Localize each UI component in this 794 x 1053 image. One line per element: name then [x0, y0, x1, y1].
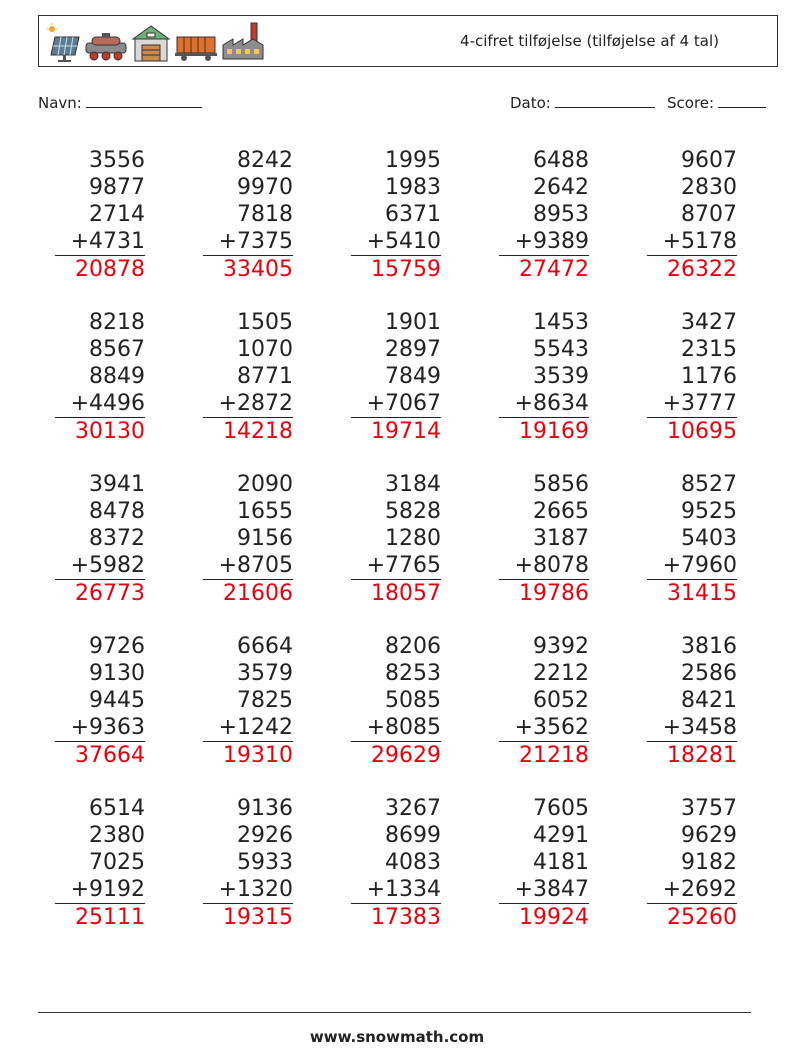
problem-addend: 9136 — [237, 796, 293, 821]
problem-addend-last: +7067 — [351, 390, 441, 418]
score-field[interactable] — [667, 93, 766, 112]
problem-addend-last: +1334 — [351, 876, 441, 904]
problem-addend: 3267 — [385, 796, 441, 821]
problem-addend: 8849 — [89, 364, 145, 389]
addition-problem — [203, 147, 293, 283]
problem-addend: 3556 — [89, 148, 145, 173]
problem-addend: 2315 — [681, 337, 737, 362]
addition-problem — [647, 309, 737, 445]
problem-addend: 8953 — [533, 202, 589, 227]
problem-answer: 30130 — [75, 419, 145, 444]
problem-addend: 2212 — [533, 661, 589, 686]
problem-answer: 19786 — [519, 581, 589, 606]
problem-addend: 6052 — [533, 688, 589, 713]
addition-problem — [351, 147, 441, 283]
name-blank[interactable] — [86, 93, 202, 108]
problem-answer: 26773 — [75, 581, 145, 606]
problem-answer: 21218 — [519, 743, 589, 768]
problem-addend: 9726 — [89, 634, 145, 659]
problem-addend: 5543 — [533, 337, 589, 362]
problem-addend: 1176 — [681, 364, 737, 389]
addition-problem — [55, 795, 145, 931]
addition-problem — [203, 471, 293, 607]
problem-answer: 19310 — [223, 743, 293, 768]
addition-problem — [499, 795, 589, 931]
problem-addend-last: +5982 — [55, 552, 145, 580]
problem-addend: 8372 — [89, 526, 145, 551]
score-label: Score: — [667, 94, 715, 112]
problem-addend: 8218 — [89, 310, 145, 335]
problem-addend: 5403 — [681, 526, 737, 551]
problem-answer: 17383 — [371, 905, 441, 930]
problem-answer: 29629 — [371, 743, 441, 768]
problem-answer: 25111 — [75, 905, 145, 930]
problem-addend: 3579 — [237, 661, 293, 686]
problem-addend: 1983 — [385, 175, 441, 200]
addition-problem — [55, 309, 145, 445]
problem-addend-last: +3562 — [499, 714, 589, 742]
problem-addend: 2714 — [89, 202, 145, 227]
problem-answer: 19315 — [223, 905, 293, 930]
tank-wagon-icon — [84, 23, 128, 63]
problem-addend: 8699 — [385, 823, 441, 848]
problem-addend: 8421 — [681, 688, 737, 713]
page-title: 4-cifret tilføjelse (tilføjelse af 4 tal) — [460, 32, 719, 50]
problem-addend: 1655 — [237, 499, 293, 524]
problem-addend: 9182 — [681, 850, 737, 875]
problem-addend: 7025 — [89, 850, 145, 875]
problem-answer: 14218 — [223, 419, 293, 444]
problem-answer: 19714 — [371, 419, 441, 444]
addition-problem — [499, 309, 589, 445]
problem-addend: 8771 — [237, 364, 293, 389]
problem-addend: 2090 — [237, 472, 293, 497]
problem-answer: 20878 — [75, 257, 145, 282]
problem-addend-last: +4496 — [55, 390, 145, 418]
problem-addend: 3187 — [533, 526, 589, 551]
problem-addend: 5933 — [237, 850, 293, 875]
problem-addend-last: +8634 — [499, 390, 589, 418]
addition-problem — [647, 471, 737, 607]
addition-problem — [55, 633, 145, 769]
addition-problem — [203, 795, 293, 931]
problem-addend: 2897 — [385, 337, 441, 362]
problem-addend-last: +8078 — [499, 552, 589, 580]
problem-addend-last: +2692 — [647, 876, 737, 904]
problem-addend-last: +5410 — [351, 228, 441, 256]
addition-problem — [351, 795, 441, 931]
addition-problem — [55, 471, 145, 607]
problem-addend-last: +2872 — [203, 390, 293, 418]
addition-problem — [351, 471, 441, 607]
header-icons — [47, 21, 265, 63]
addition-problem — [647, 147, 737, 283]
freight-wagon-icon — [174, 23, 218, 63]
problem-addend: 8206 — [385, 634, 441, 659]
problem-addend: 8253 — [385, 661, 441, 686]
problem-addend: 8707 — [681, 202, 737, 227]
addition-problem — [499, 471, 589, 607]
footer-site: www.snowmath.com — [309, 1028, 485, 1046]
problem-addend: 7825 — [237, 688, 293, 713]
worksheet-header — [38, 15, 778, 67]
problem-addend: 2586 — [681, 661, 737, 686]
addition-problem — [499, 147, 589, 283]
problem-addend: 9629 — [681, 823, 737, 848]
addition-problem — [351, 633, 441, 769]
name-field[interactable] — [38, 93, 202, 112]
problem-addend: 8478 — [89, 499, 145, 524]
problem-addend: 2665 — [533, 499, 589, 524]
problem-addend: 9445 — [89, 688, 145, 713]
problem-addend: 3427 — [681, 310, 737, 335]
problem-addend: 6488 — [533, 148, 589, 173]
problem-addend: 9130 — [89, 661, 145, 686]
problem-addend-last: +1320 — [203, 876, 293, 904]
date-label: Dato: — [510, 94, 551, 112]
problem-addend: 7849 — [385, 364, 441, 389]
problem-answer: 25260 — [667, 905, 737, 930]
problem-addend-last: +9363 — [55, 714, 145, 742]
problem-addend: 9525 — [681, 499, 737, 524]
problem-answer: 37664 — [75, 743, 145, 768]
problem-answer: 27472 — [519, 257, 589, 282]
problem-addend: 6664 — [237, 634, 293, 659]
problem-addend: 4181 — [533, 850, 589, 875]
problem-answer: 18057 — [371, 581, 441, 606]
problem-answer: 33405 — [223, 257, 293, 282]
problem-addend-last: +7960 — [647, 552, 737, 580]
problem-addend: 1505 — [237, 310, 293, 335]
problem-addend: 7818 — [237, 202, 293, 227]
problem-addend: 2642 — [533, 175, 589, 200]
addition-problem — [499, 633, 589, 769]
problem-addend: 3941 — [89, 472, 145, 497]
addition-problem — [647, 633, 737, 769]
problem-addend-last: +7765 — [351, 552, 441, 580]
problem-addend: 8242 — [237, 148, 293, 173]
problem-answer: 18281 — [667, 743, 737, 768]
problem-addend: 3184 — [385, 472, 441, 497]
problem-addend: 4083 — [385, 850, 441, 875]
date-blank[interactable] — [555, 93, 655, 108]
problem-addend-last: +3777 — [647, 390, 737, 418]
problem-answer: 21606 — [223, 581, 293, 606]
addition-problem — [55, 147, 145, 283]
problem-addend-last: +9389 — [499, 228, 589, 256]
addition-problem — [203, 633, 293, 769]
warehouse-icon — [131, 23, 171, 63]
problem-addend: 9392 — [533, 634, 589, 659]
problem-addend: 9970 — [237, 175, 293, 200]
problem-addend-last: +8085 — [351, 714, 441, 742]
problem-answer: 19924 — [519, 905, 589, 930]
addition-problem — [203, 309, 293, 445]
addition-problem — [351, 309, 441, 445]
problem-addend: 1453 — [533, 310, 589, 335]
date-field[interactable] — [510, 93, 655, 112]
problem-addend: 1280 — [385, 526, 441, 551]
solar-panel-icon — [47, 23, 81, 63]
problem-addend: 2830 — [681, 175, 737, 200]
problem-addend-last: +3458 — [647, 714, 737, 742]
problem-addend: 1070 — [237, 337, 293, 362]
problem-addend: 8567 — [89, 337, 145, 362]
problem-addend: 9877 — [89, 175, 145, 200]
factory-icon — [221, 21, 265, 63]
problem-addend: 5828 — [385, 499, 441, 524]
problem-addend-last: +7375 — [203, 228, 293, 256]
footer-divider — [38, 1012, 751, 1013]
problem-answer: 31415 — [667, 581, 737, 606]
addition-problem — [647, 795, 737, 931]
problem-answer: 26322 — [667, 257, 737, 282]
problem-addend: 3539 — [533, 364, 589, 389]
problem-addend: 6371 — [385, 202, 441, 227]
problem-addend: 9607 — [681, 148, 737, 173]
problem-addend: 3816 — [681, 634, 737, 659]
problem-addend: 5085 — [385, 688, 441, 713]
problem-addend-last: +5178 — [647, 228, 737, 256]
problem-answer: 15759 — [371, 257, 441, 282]
problem-addend: 6514 — [89, 796, 145, 821]
problem-addend-last: +3847 — [499, 876, 589, 904]
problem-addend: 3757 — [681, 796, 737, 821]
problem-addend-last: +9192 — [55, 876, 145, 904]
score-blank[interactable] — [718, 93, 766, 108]
problem-addend: 1901 — [385, 310, 441, 335]
problem-addend: 1995 — [385, 148, 441, 173]
problem-addend-last: +8705 — [203, 552, 293, 580]
problem-addend-last: +4731 — [55, 228, 145, 256]
problem-addend: 2380 — [89, 823, 145, 848]
problem-addend: 2926 — [237, 823, 293, 848]
problem-addend: 5856 — [533, 472, 589, 497]
problem-addend: 9156 — [237, 526, 293, 551]
problem-addend-last: +1242 — [203, 714, 293, 742]
problem-addend: 8527 — [681, 472, 737, 497]
problem-answer: 10695 — [667, 419, 737, 444]
problem-addend: 7605 — [533, 796, 589, 821]
problem-answer: 19169 — [519, 419, 589, 444]
problem-addend: 4291 — [533, 823, 589, 848]
name-label: Navn: — [38, 94, 82, 112]
